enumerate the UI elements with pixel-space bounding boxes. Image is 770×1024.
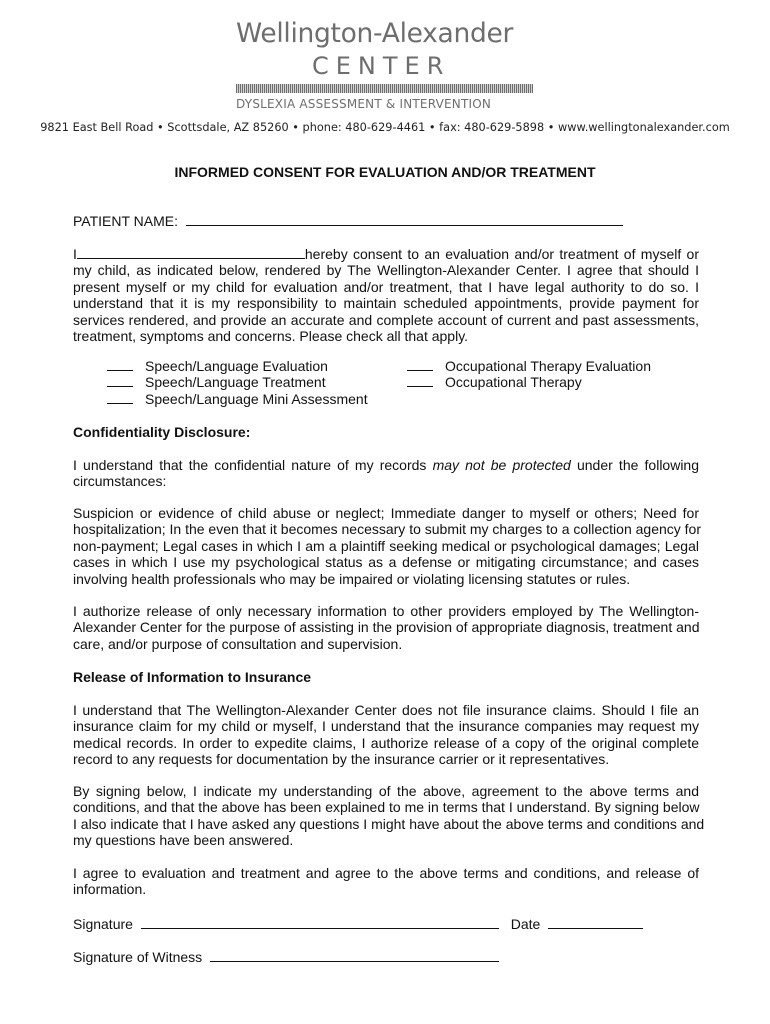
confidentiality-intro [73,457,699,490]
consent-prefix: I [73,246,77,262]
service-item [407,358,651,374]
service-check-blank[interactable] [107,391,133,404]
insurance-paragraph [73,702,699,768]
authorization-line: Alexander Center for the purpose of assisting in the provision of appropriate diagnosis, treatment and [73,619,700,636]
signature-label: Signature [73,916,133,932]
agreement-line: information. [73,881,147,898]
insurance-heading: Release of Information to Insurance [73,669,312,685]
confidentiality-intro-line-2: circumstances: [73,473,167,490]
signature-row [73,914,643,932]
authorization-paragraph [73,603,699,652]
date-field[interactable] [548,914,643,929]
document-title: INFORMED CONSENT FOR EVALUATION AND/OR TREATMENT [174,164,596,180]
service-check-blank[interactable] [407,358,433,371]
insurance-line: record to any requests for documentation by the insurance carrier or it representatives. [73,751,610,768]
intro-text-after: under the following [576,457,700,473]
consenter-name-field[interactable] [77,244,305,259]
contact-address: 9821 East Bell Road • Scottsdale, AZ 85260 • phone: 480-629-4461 • fax: 480-629-5898 • www.wellingtonalexander.com [40,121,730,134]
acknowledgement-line: By signing below, I indicate my understanding of the above, agreement to the above terms and [73,783,699,799]
consent-line-2: my child, as indicated below, rendered by The Wellington-Alexander Center. I agree that should I [73,262,699,279]
service-check-blank[interactable] [407,374,433,387]
consent-line-1-text: hereby consent to an evaluation and/or treatment of myself or [304,246,699,262]
patient-name-label: PATIENT NAME: [73,213,179,229]
circumstances-paragraph [73,505,699,587]
confidentiality-intro-line-1 [73,457,699,473]
agreement-line: I agree to evaluation and treatment and agree to the above terms and conditions, and release of [73,865,699,881]
signing-acknowledgement-paragraph [73,783,705,849]
consent-line-5: services rendered, and provide an accurate and complete account of current and past assessments, [73,311,699,328]
acknowledgement-line: my questions have been answered. [73,832,294,849]
authorization-line: care, and/or purpose of consultation and supervision. [73,635,403,652]
logo-center-word: CENTER [312,52,451,80]
speech-services-column [107,358,368,407]
service-item [407,374,651,390]
center-logo [0,0,770,118]
service-check-blank[interactable] [107,374,133,387]
signature-field[interactable] [141,914,499,929]
witness-row [73,947,499,965]
service-check-blank[interactable] [107,358,133,371]
consent-line-4: understand that it is my responsibility to maintain scheduled appointments, provide payment for [73,295,699,312]
service-item [107,374,368,390]
consent-line-6: treatment, symptoms and concerns. Please check all that apply. [73,328,469,345]
ot-services-column [407,358,651,391]
service-label: Occupational Therapy Evaluation [445,358,651,374]
confidentiality-heading: Confidentiality Disclosure: [73,424,251,440]
service-label: Speech/Language Treatment [145,374,326,391]
acknowledgement-line: conditions, and that the above has been explained to me in terms that I understand. By signing below [73,799,700,816]
intro-emphasis: may not be protected [432,457,571,473]
service-item [107,358,368,374]
intro-text-before: I understand that the confidential nature of my records [73,457,427,473]
date-label: Date [510,916,541,932]
circumstances-line: hospitalization; In the even that it becomes necessary to submit my charges to a collection agency for [73,521,701,538]
service-item [107,391,368,407]
circumstances-line: Suspicion or evidence of child abuse or neglect; Immediate danger to myself or others; Need for [73,505,699,521]
witness-signature-field[interactable] [210,947,499,962]
circumstances-line: cases in which I use my psychological status as a defense or mitigating circumstance; and cases [73,554,699,571]
logo-hatched-bar [236,84,533,93]
logo-tagline: DYSLEXIA ASSESSMENT & INTERVENTION [236,97,492,111]
consent-paragraph [73,244,699,344]
circumstances-line: involving health professionals who may be impaired or violating licensing statutes or rules. [73,570,631,587]
witness-label: Signature of Witness [73,949,203,965]
service-label: Speech/Language Mini Assessment [145,390,368,407]
service-label: Speech/Language Evaluation [145,358,328,374]
logo-name: Wellington-Alexander [236,18,514,49]
acknowledgement-line: I also indicate that I have asked any questions I might have about the above terms and conditions and [73,815,705,832]
patient-name-row [73,211,623,229]
insurance-line: I understand that The Wellington-Alexander Center does not file insurance claims. Should I file an [73,702,699,718]
consent-line-3: present myself or my child for evaluation and/or treatment, that I have legal authority to do so. I [73,278,699,295]
consent-line-1 [73,244,699,262]
insurance-line: insurance claim for my child or myself, I understand that the insurance companies may request my [73,718,699,735]
authorization-line: I authorize release of only necessary information to other providers employed by The Wellington- [73,603,699,619]
agreement-paragraph [73,865,699,898]
circumstances-line: non-payment; Legal cases in which I am a plaintiff seeking medical or psychological damages; Legal [73,537,699,554]
service-label: Occupational Therapy [445,374,582,391]
patient-name-field[interactable] [186,211,623,226]
insurance-line: medical records. In order to expedite claims, I authorize release of a copy of the original complete [73,734,699,751]
